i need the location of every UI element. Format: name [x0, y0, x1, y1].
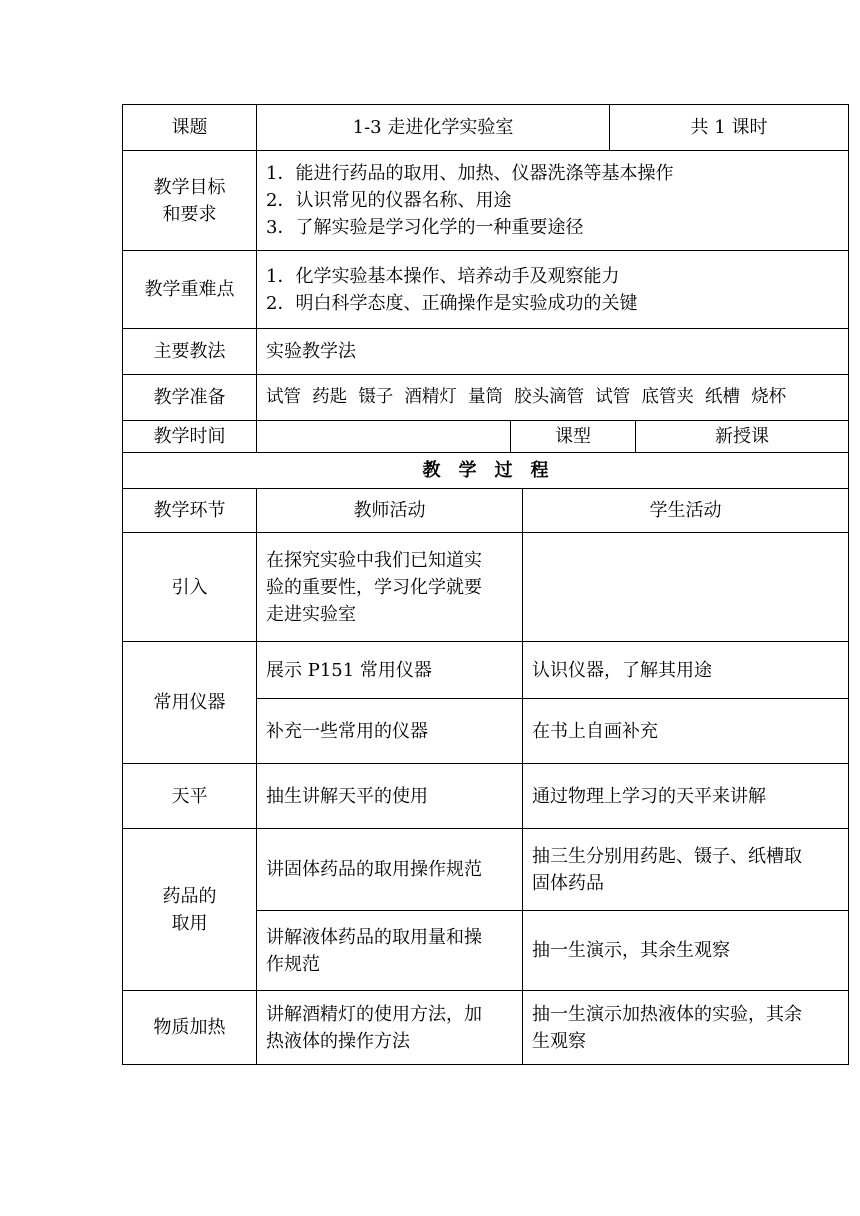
teacher-activity: 抽生讲解天平的使用	[266, 785, 428, 807]
teacher-activity: 讲固体药品的取用操作规范	[266, 859, 482, 880]
period-count: 共 1 课时	[690, 117, 768, 138]
goals-label	[123, 151, 256, 250]
key-point-item: 1．化学实验基本操作、培养动手及观察能力	[266, 265, 620, 287]
teacher-activity-line: 在探究实验中我们已知道实	[266, 549, 482, 571]
teacher-activity-line: 作规范	[266, 953, 320, 975]
teacher-activity-line: 讲解酒精灯的使用方法，加	[266, 1003, 482, 1025]
goals-list	[257, 151, 848, 250]
method-value: 实验教学法	[266, 341, 356, 362]
student-activity-line: 固体药品	[532, 872, 604, 894]
goals-label-line: 教学目标	[153, 176, 226, 198]
process-title: 教学过程	[422, 460, 567, 481]
student-activity-line: 抽三生分别用药匙、镊子、纸槽取	[532, 845, 802, 867]
teacher-activity	[257, 533, 522, 641]
teacher-header: 教师活动	[353, 500, 426, 521]
lesson-type-value: 新授课	[715, 426, 769, 447]
student-activity: 在书上自画补充	[532, 720, 658, 742]
stage-cell: 引入	[171, 576, 208, 598]
teacher-activity: 补充一些常用的仪器	[266, 720, 428, 742]
topic-label: 课题	[171, 117, 208, 138]
stage-header: 教学环节	[153, 500, 226, 521]
key-point-item: 2．明白科学态度、正确操作是实验成功的关键	[266, 292, 638, 314]
stage-cell: 常用仪器	[153, 692, 226, 713]
teacher-activity-line: 走进实验室	[266, 603, 356, 625]
key-points-list	[257, 251, 848, 328]
student-activity: 通过物理上学习的天平来讲解	[532, 785, 766, 807]
row-line	[122, 1064, 849, 1065]
student-activity	[523, 829, 848, 910]
student-activity-line: 抽一生演示加热液体的实验，其余	[532, 1003, 802, 1025]
goals-label-line: 和要求	[162, 203, 217, 225]
goal-item: 2．认识常见的仪器名称、用途	[266, 190, 512, 211]
goal-item: 1．能进行药品的取用、加热、仪器洗涤等基本操作	[266, 163, 674, 184]
teacher-activity: 展示 P151 常用仪器	[266, 659, 432, 681]
stage-cell	[123, 829, 256, 990]
student-activity	[523, 991, 848, 1064]
time-label: 教学时间	[153, 426, 226, 447]
student-activity: 抽一生演示，其余生观察	[532, 940, 730, 961]
stage-line: 取用	[171, 912, 208, 934]
teacher-activity-line: 验的重要性，学习化学就要	[266, 576, 482, 598]
student-header: 学生活动	[649, 500, 722, 521]
method-label: 主要教法	[153, 341, 226, 362]
student-activity: 认识仪器，了解其用途	[532, 659, 712, 681]
teacher-activity-line: 讲解液体药品的取用量和操	[266, 926, 482, 948]
stage-cell: 物质加热	[153, 1017, 226, 1038]
lesson-type-label: 课型	[555, 426, 591, 447]
teacher-activity-line: 热液体的操作方法	[266, 1030, 410, 1052]
key-points-label: 教学重难点	[144, 279, 235, 300]
student-activity	[523, 533, 848, 641]
student-activity-line: 生观察	[532, 1030, 586, 1052]
teacher-activity	[257, 911, 522, 990]
table-border-right	[848, 104, 849, 1065]
teacher-activity	[257, 991, 522, 1064]
time-value	[257, 421, 510, 452]
stage-line: 药品的	[162, 885, 217, 907]
stage-cell: 天平	[171, 785, 208, 807]
preparation-label: 教学准备	[153, 387, 226, 408]
preparation-value: 试管 药匙 镊子 酒精灯 量筒 胶头滴管 试管 底管夹 纸槽 烧杯	[266, 387, 787, 407]
topic-title: 1-3 走进化学实验室	[352, 117, 514, 138]
goal-item: 3．了解实验是学习化学的一种重要途径	[266, 217, 584, 238]
